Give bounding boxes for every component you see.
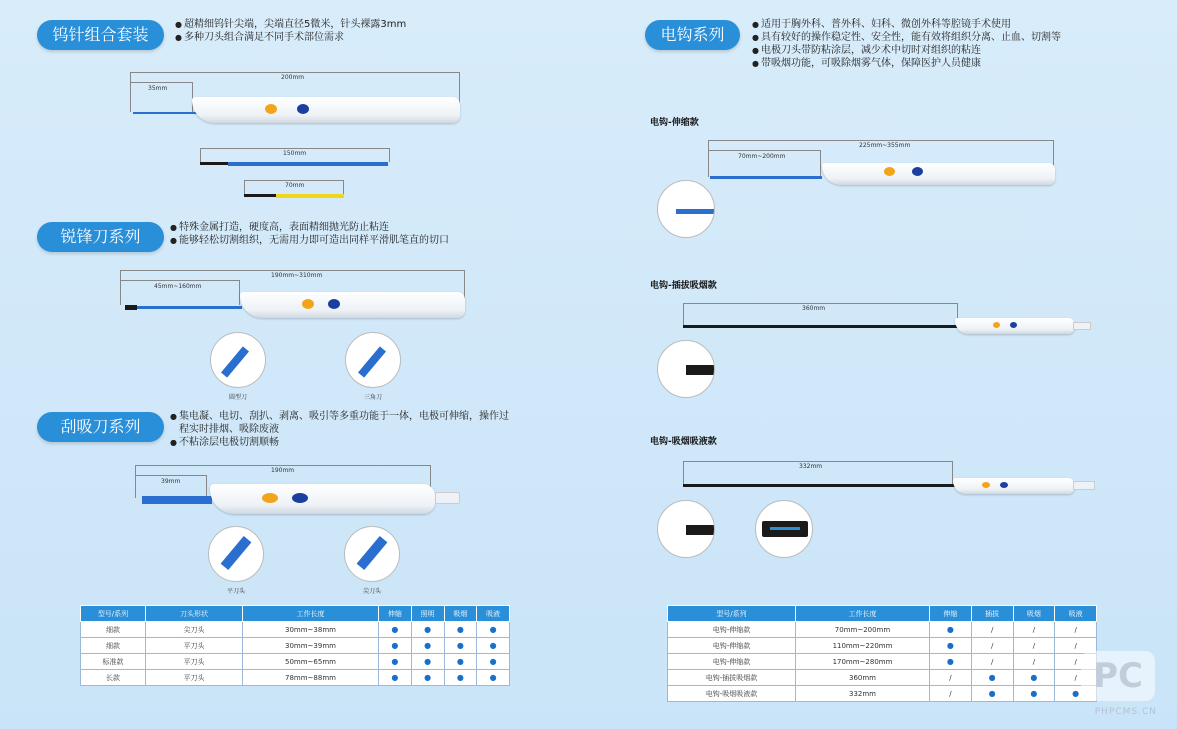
- hook-tip-icon: [676, 209, 715, 214]
- bullet: ● 带吸烟功能，可吸除烟雾气体，保障医护人员健康: [752, 57, 1082, 70]
- hook-handle: [822, 163, 1055, 185]
- dim-tip: 35mm: [130, 82, 193, 112]
- scraper-rod: [142, 496, 212, 504]
- table-row: 电钩-吸烟吸液款 332mm / ● ● ●: [668, 686, 1097, 702]
- coag-button-icon: [1010, 322, 1017, 328]
- table-header: 吸烟: [1013, 606, 1055, 622]
- coag-button-icon: [912, 167, 923, 176]
- coag-button-icon: [328, 299, 340, 309]
- hook-tip-icon: [686, 525, 715, 535]
- bullet: ● 具有较好的操作稳定性、安全性，能有效将组织分离、止血、切割等: [752, 31, 1082, 44]
- bullet: ● 能够轻松切割组织，无需用力即可造出同样平滑肌笔直的切口: [170, 234, 490, 247]
- caption: 圆型刀: [229, 394, 248, 401]
- dim-tip: 45mm~160mm: [120, 280, 240, 305]
- table-row: 细款 平刀头 30mm~39mm ● ● ● ●: [81, 638, 510, 654]
- suction-tube: [435, 492, 460, 504]
- table-row: 电钩-伸缩款 70mm~200mm ● / / /: [668, 622, 1097, 638]
- flat-head-circle: [208, 526, 264, 582]
- table-header: 伸缩: [930, 606, 972, 622]
- scraper-bullets: [170, 410, 515, 449]
- dim-total: 200mm: [130, 72, 460, 112]
- section-title-tungsten: 钨针组合套装: [37, 20, 164, 50]
- table-header: 插拔: [971, 606, 1013, 622]
- tungsten-bullets: [175, 18, 455, 44]
- triangle-blade-icon: [358, 346, 386, 377]
- bullet: ● 多种刀头组合满足不同手术部位需求: [175, 31, 455, 44]
- table-header: 吸烟: [444, 606, 477, 622]
- cut-button-icon: [993, 322, 1000, 328]
- blade-handle: [240, 292, 465, 318]
- sharp-head-icon: [357, 536, 388, 570]
- caption: 尖刀头: [363, 588, 382, 595]
- suction-tube: [1073, 481, 1095, 490]
- dim-total: 225mm~355mm: [708, 140, 1054, 177]
- hook-rod-long: [683, 484, 955, 487]
- table-row: 细款 尖刀头 30mm~38mm ● ● ● ●: [81, 622, 510, 638]
- dim-total: 332mm: [683, 461, 953, 485]
- bullet: ● 超精细钨针尖端，尖端直径5微米，针头裸露3mm: [175, 18, 455, 31]
- dim-total: 360mm: [683, 303, 958, 326]
- watermark-site: PHPCMS.CN: [1094, 707, 1157, 717]
- tungsten-handle: [192, 97, 460, 123]
- hook-handle: [953, 478, 1075, 494]
- blade-bullets: [170, 221, 490, 247]
- round-blade-icon: [221, 346, 249, 377]
- caption: 平刀头: [227, 588, 246, 595]
- hook-tip-circle: [657, 180, 715, 238]
- hook-cross-section-circle: [755, 500, 813, 558]
- dim-total: 190mm: [135, 465, 431, 498]
- cut-button-icon: [302, 299, 314, 309]
- suction-tube: [1073, 322, 1091, 330]
- right-spec-table: [667, 605, 1097, 702]
- triangle-blade-circle: [345, 332, 401, 388]
- coag-button-icon: [297, 104, 309, 114]
- bullet: ● 不粘涂层电极切割顺畅: [170, 436, 515, 449]
- dim-tip: 70mm~200mm: [708, 150, 821, 177]
- hook-rod: [710, 176, 822, 179]
- table-header: 照明: [411, 606, 444, 622]
- flat-head-icon: [221, 536, 252, 570]
- electrode-150: [200, 162, 228, 165]
- blade-rod: [137, 306, 242, 309]
- table-header: 吸液: [477, 606, 510, 622]
- table-row: 电钩-伸缩款 170mm~280mm ● / / /: [668, 654, 1097, 670]
- product-label: 电钩-伸缩款: [650, 118, 699, 128]
- product-label: 电钩-吸烟吸液款: [650, 437, 717, 447]
- table-header: 刀头形状: [146, 606, 243, 622]
- table-header: 型号/系列: [668, 606, 796, 622]
- bullet: ● 适用于胸外科、普外科、妇科、微创外科等腔镜手术使用: [752, 18, 1082, 31]
- table-header: 型号/系列: [81, 606, 146, 622]
- dim-total: 190mm~310mm: [120, 270, 465, 305]
- coag-button-icon: [292, 493, 308, 503]
- section-title-scraper: 刮吸刀系列: [37, 412, 164, 442]
- scraper-handle: [210, 484, 435, 514]
- hook-cross-section-icon: [762, 521, 808, 537]
- bullet: ● 集电凝、电切、刮扒、剥离、吸引等多重功能于一体，电极可伸缩，操作过程实时排烟、吸除废液: [170, 410, 515, 436]
- cut-button-icon: [265, 104, 277, 114]
- coag-button-icon: [1000, 482, 1008, 488]
- caption: 三角刀: [364, 394, 383, 401]
- dim-tip: 39mm: [135, 475, 207, 498]
- hook-tip-icon: [686, 365, 715, 375]
- dim-70: 70mm: [244, 180, 344, 194]
- table-header: 工作长度: [796, 606, 930, 622]
- cut-button-icon: [884, 167, 895, 176]
- blade-tip: [125, 305, 137, 310]
- cut-button-icon: [262, 493, 278, 503]
- table-row: 电钩-伸缩款 110mm~220mm ● / / /: [668, 638, 1097, 654]
- table-header: 吸液: [1055, 606, 1097, 622]
- watermark-logo: PC: [1081, 651, 1155, 701]
- product-label: 电钩-插拔吸烟款: [650, 281, 717, 291]
- section-title-hook: 电钩系列: [645, 20, 740, 50]
- table-row: 电钩-插拔吸烟款 360mm / ● ● /: [668, 670, 1097, 686]
- cut-button-icon: [982, 482, 990, 488]
- table-header: 工作长度: [243, 606, 379, 622]
- hook-bullets: [752, 18, 1082, 70]
- electrode-150-blue: [228, 162, 388, 166]
- table-header: 伸缩: [379, 606, 412, 622]
- hook-rod-long: [683, 325, 958, 328]
- dim-150: 150mm: [200, 148, 390, 162]
- electrode-70-yellow: [276, 194, 344, 198]
- electrode-70: [244, 194, 276, 197]
- table-row: 标准款 平刀头 50mm~65mm ● ● ● ●: [81, 654, 510, 670]
- bullet: ● 特殊金属打造，硬度高，表面精细抛光防止粘连: [170, 221, 490, 234]
- section-title-blade: 锐锋刀系列: [37, 222, 164, 252]
- sharp-head-circle: [344, 526, 400, 582]
- round-blade-circle: [210, 332, 266, 388]
- hook-tip-circle: [657, 500, 715, 558]
- left-spec-table: [80, 605, 510, 686]
- bullet: ● 电极刀头带防粘涂层，减少术中切时对组织的粘连: [752, 44, 1082, 57]
- tungsten-rod: [133, 112, 198, 114]
- table-row: 长款 平刀头 78mm~88mm ● ● ● ●: [81, 670, 510, 686]
- hook-tip-circle: [657, 340, 715, 398]
